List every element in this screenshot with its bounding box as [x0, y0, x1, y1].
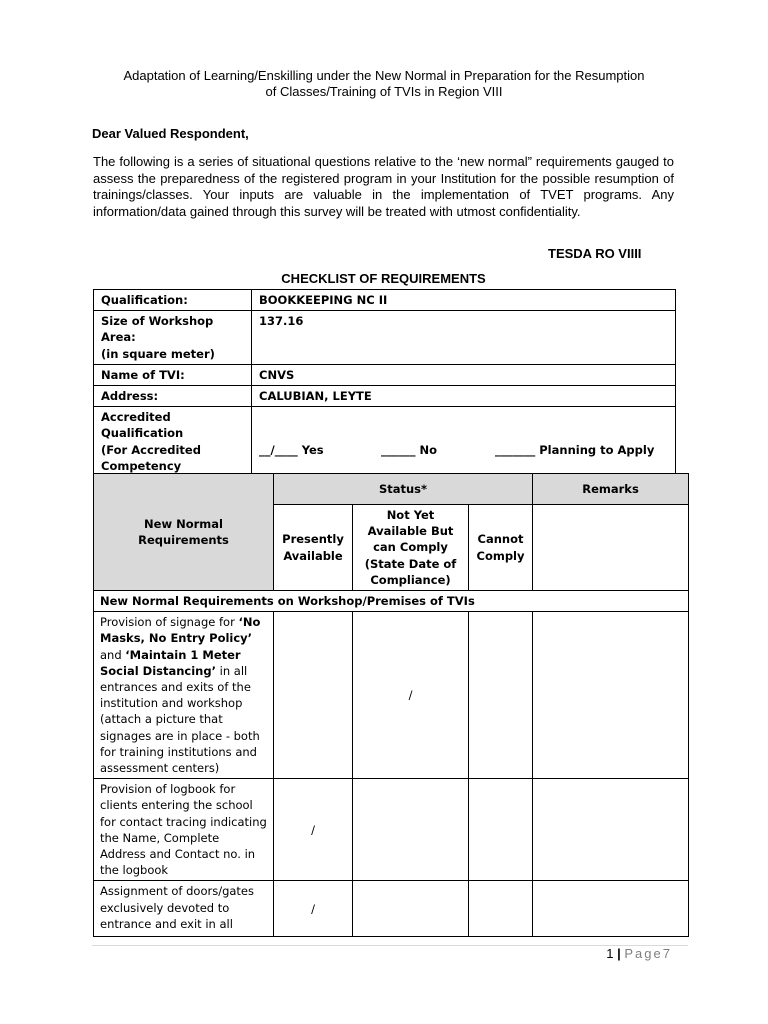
option-yes: __/____ Yes [259, 442, 324, 457]
col-header-not-yet-available [353, 505, 469, 591]
not-yet-available-cell [353, 881, 469, 937]
presently-available-cell [274, 612, 353, 779]
table-row [94, 881, 689, 937]
req-text-bold: ‘Maintain 1 Meter Social Distancing’ [100, 647, 241, 678]
requirement-text [94, 612, 274, 779]
signature: TESDA RO VIIII [548, 246, 642, 261]
presently-line-2: Available [283, 548, 343, 563]
cannot-comply-cell [469, 881, 533, 937]
table-row [94, 779, 689, 881]
workshop-label-line-1: Size of Workshop Area: [101, 314, 214, 345]
requirement-text: Assignment of doors/gates exclusively devoted to entrance and exit in all [94, 881, 274, 937]
req-text-part: in all entrances and exits of the institution and workshop (attach a picture that signages are in place - both for training institutions and assessment centers) [100, 663, 260, 776]
cannot-line-2: Comply [476, 548, 525, 563]
info-row-workshop [94, 311, 676, 365]
remarks-cell [533, 779, 689, 881]
page-number: 1 [606, 946, 614, 961]
qualification-label: Qualification: [94, 290, 252, 311]
remarks-cell [533, 612, 689, 779]
info-row-address [94, 386, 676, 407]
col-header-cannot-comply [469, 505, 533, 591]
req-text-part: and [100, 647, 126, 662]
not-yet-available-cell [353, 779, 469, 881]
cannot-comply-cell [469, 612, 533, 779]
page-separator: | [617, 946, 621, 961]
col-header-requirements-line-2: Requirements [138, 533, 229, 547]
requirement-text: Provision of logbook for clients entering the school for contact tracing indicating the Name, Complete Address and Contact no. in the logbook [94, 779, 274, 881]
info-row-qualification [94, 290, 676, 311]
col-header-status: Status* [274, 474, 533, 505]
workshop-label [94, 311, 252, 365]
tvi-label: Name of TVI: [94, 364, 252, 385]
col-header-requirements-line-1: New Normal [144, 516, 223, 531]
page-label: Page [624, 946, 663, 961]
qualification-value: BOOKKEEPING NC II [252, 290, 676, 311]
accredited-label-line-2: (For Accredited [101, 442, 201, 457]
notyet-line-2: Available But [367, 524, 454, 539]
accredited-label-line-3: Competency [101, 458, 182, 473]
checklist-title: CHECKLIST OF REQUIREMENTS [281, 271, 486, 286]
document-header [96, 68, 672, 100]
table-row [94, 612, 689, 779]
remarks-cell [533, 881, 689, 937]
header-line-2: of Classes/Training of TVIs in Region VIII [265, 84, 503, 99]
requirements-table [93, 473, 689, 937]
col-header-presently-available [274, 505, 353, 591]
presently-available-cell: / [274, 881, 353, 937]
option-planning: _______ Planning to Apply [495, 442, 655, 457]
address-value: CALUBIAN, LEYTE [252, 386, 676, 407]
req-text-bold: ‘No Masks, No Entry Policy’ [100, 615, 261, 646]
cannot-comply-cell [469, 779, 533, 881]
section-row [94, 591, 689, 612]
workshop-value: 137.16 [252, 311, 676, 365]
notyet-line-4: (State Date of [364, 556, 457, 571]
page-total: 7 [662, 946, 672, 961]
col-header-remarks: Remarks [533, 474, 689, 505]
notyet-line-5: Compliance) [370, 572, 451, 587]
option-no: ______ No [381, 442, 438, 457]
info-row-tvi [94, 364, 676, 385]
req-text-part: Provision of signage for [100, 615, 239, 630]
req-header-row-1 [94, 474, 689, 505]
footer-divider [92, 945, 688, 946]
accredited-label-line-1: Accredited Qualification [101, 410, 184, 441]
section-title: New Normal Requirements on Workshop/Premises of TVIs [94, 591, 689, 612]
presently-available-cell: / [274, 779, 353, 881]
page-footer [606, 946, 672, 961]
info-table [93, 289, 676, 493]
col-header-requirements [94, 474, 274, 591]
not-yet-available-cell: / [353, 612, 469, 779]
header-line-1: Adaptation of Learning/Enskilling under the New Normal in Preparation for the Resumption [123, 68, 645, 83]
tvi-value: CNVS [252, 364, 676, 385]
intro-paragraph: The following is a series of situational questions relative to the ‘new normal” requirements gauged to assess the preparedness of the registered program in your Institution for the possible resumption of trainings/classes. Your inputs are valuable in the implementation of TVET programs. Any information/data gained through this survey will be treated with utmost confidentiality. [93, 154, 674, 219]
workshop-label-line-2: (in square meter) [101, 346, 215, 361]
greeting: Dear Valued Respondent, [92, 126, 249, 141]
address-label: Address: [94, 386, 252, 407]
remarks-subheader-cell [533, 505, 689, 591]
cannot-line-1: Cannot [477, 532, 524, 547]
notyet-line-3: can Comply [373, 540, 448, 555]
presently-line-1: Presently [282, 532, 344, 547]
notyet-line-1: Not Yet [386, 508, 435, 522]
